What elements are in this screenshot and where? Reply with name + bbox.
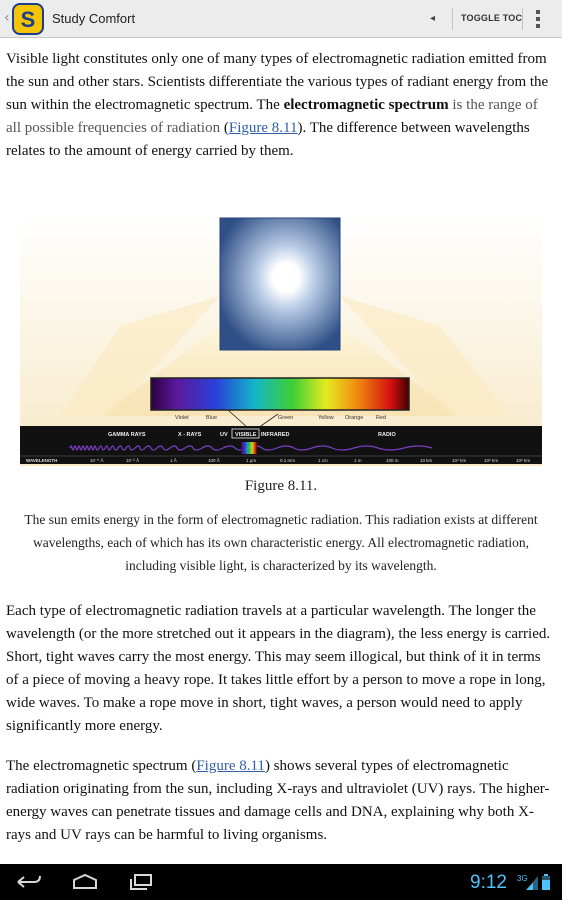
figure-caption: Figure 8.11. <box>244 478 318 494</box>
band-xray: X - RAYS <box>178 432 202 438</box>
wavelength-label: WAVELENGTH <box>26 458 58 463</box>
color-label-orange: Orange <box>345 415 364 421</box>
paragraph-3: The electromagnetic spectrum (Figure 8.11) shows several types of electromagnetic radiation originating from the sun, including X-rays and ultraviolet (UV) rays. The higher-energy waves can penetrate tissues and damage cells and DNA, explaining why both X-rays and UV rays can be harmful to living organisms. <box>6 758 550 843</box>
color-label-blue: Blue <box>206 415 218 421</box>
paragraph-2: Each type of electromagnetic radiation travels at a particular wavelength. The longer the wavelength (or the more stretched out it appears in the diagram), the less energy is carried. Short, tight waves carry the most energy. This may seem illogical, but think of it in terms of a piece of moving a heavy rope. It takes little effort by a person to move a rope in long, wide waves. To make a rope move in short, tight waves, a person would need to apply significantly more energy. <box>6 603 551 734</box>
svg-text:10⁶ km: 10⁶ km <box>484 458 499 463</box>
svg-text:1 cm: 1 cm <box>318 458 328 463</box>
visible-spectrum-bar <box>151 378 409 410</box>
divider <box>522 8 523 30</box>
battery-icon <box>542 874 550 890</box>
overflow-menu-icon[interactable] <box>536 10 540 28</box>
svg-text:10⁻⁵ Å: 10⁻⁵ Å <box>90 458 104 463</box>
svg-text:10⁸ km: 10⁸ km <box>516 458 531 463</box>
figure-link[interactable]: Figure 8.11 <box>228 120 298 136</box>
divider <box>452 8 453 30</box>
figure-description: The sun emits energy in the form of electromagnetic radiation. This radiation exists at different wavelengths, each of which has its own characteristic energy. All electromagnetic radiation, including visible light, is characterized by its wavelength. <box>24 512 538 573</box>
recent-apps-icon[interactable] <box>126 872 156 892</box>
reader-content[interactable] <box>0 38 562 864</box>
svg-text:10 km: 10 km <box>420 458 433 463</box>
back-arrow-icon[interactable]: ‹ <box>4 10 10 26</box>
svg-text:0.1 mm: 0.1 mm <box>280 458 296 463</box>
svg-text:10⁴ km: 10⁴ km <box>452 458 467 463</box>
status-clock: 9:12 <box>470 872 507 893</box>
color-label-yellow: Yellow <box>318 415 334 421</box>
color-label-red: Red <box>376 415 387 421</box>
figure-link[interactable]: Figure 8.11 <box>196 758 265 774</box>
band-uv: UV <box>220 432 228 438</box>
action-bar <box>0 0 562 38</box>
study-comfort-logo-icon[interactable] <box>12 3 44 35</box>
sun-image <box>220 218 340 350</box>
back-icon[interactable] <box>14 872 44 892</box>
home-icon[interactable] <box>70 872 100 892</box>
network-type: 3G <box>517 874 528 883</box>
app-title: Study Comfort <box>52 11 136 26</box>
band-radio: RADIO <box>378 432 396 438</box>
svg-text:1 m: 1 m <box>354 458 362 463</box>
signal-icon <box>526 876 538 890</box>
color-label-violet: Violet <box>175 415 189 421</box>
svg-text:S: S <box>20 7 36 32</box>
svg-text:100 m: 100 m <box>386 458 399 463</box>
svg-text:1 μm: 1 μm <box>246 458 257 463</box>
collapse-icon[interactable]: ◂ <box>430 13 436 24</box>
svg-text:10⁻² Å: 10⁻² Å <box>126 458 140 463</box>
band-visible: VISIBLE <box>235 432 257 438</box>
em-spectrum-figure <box>20 216 542 466</box>
svg-text:1 Å: 1 Å <box>170 458 177 463</box>
paragraph-1: Visible light constitutes only one of many types of electromagnetic radiation emitted from the sun and other stars. Scientists differentiate the various types of radiant energy from the sun within the electromagnetic spectrum. The electromagnetic spectrum is the range of all possible frequencies of radiation (Figure 8.11). The difference between wavelengths relates to the amount of energy carried by them. <box>6 51 549 159</box>
color-label-green: Green <box>278 415 294 421</box>
toggle-toc-button[interactable]: TOGGLE TOC <box>461 13 523 23</box>
band-gamma: GAMMA RAYS <box>108 432 146 438</box>
key-term: electromagnetic spectrum <box>283 97 449 113</box>
system-nav-bar <box>0 864 562 900</box>
svg-text:100 Å: 100 Å <box>208 458 220 463</box>
band-infrared: INFRARED <box>261 432 290 438</box>
